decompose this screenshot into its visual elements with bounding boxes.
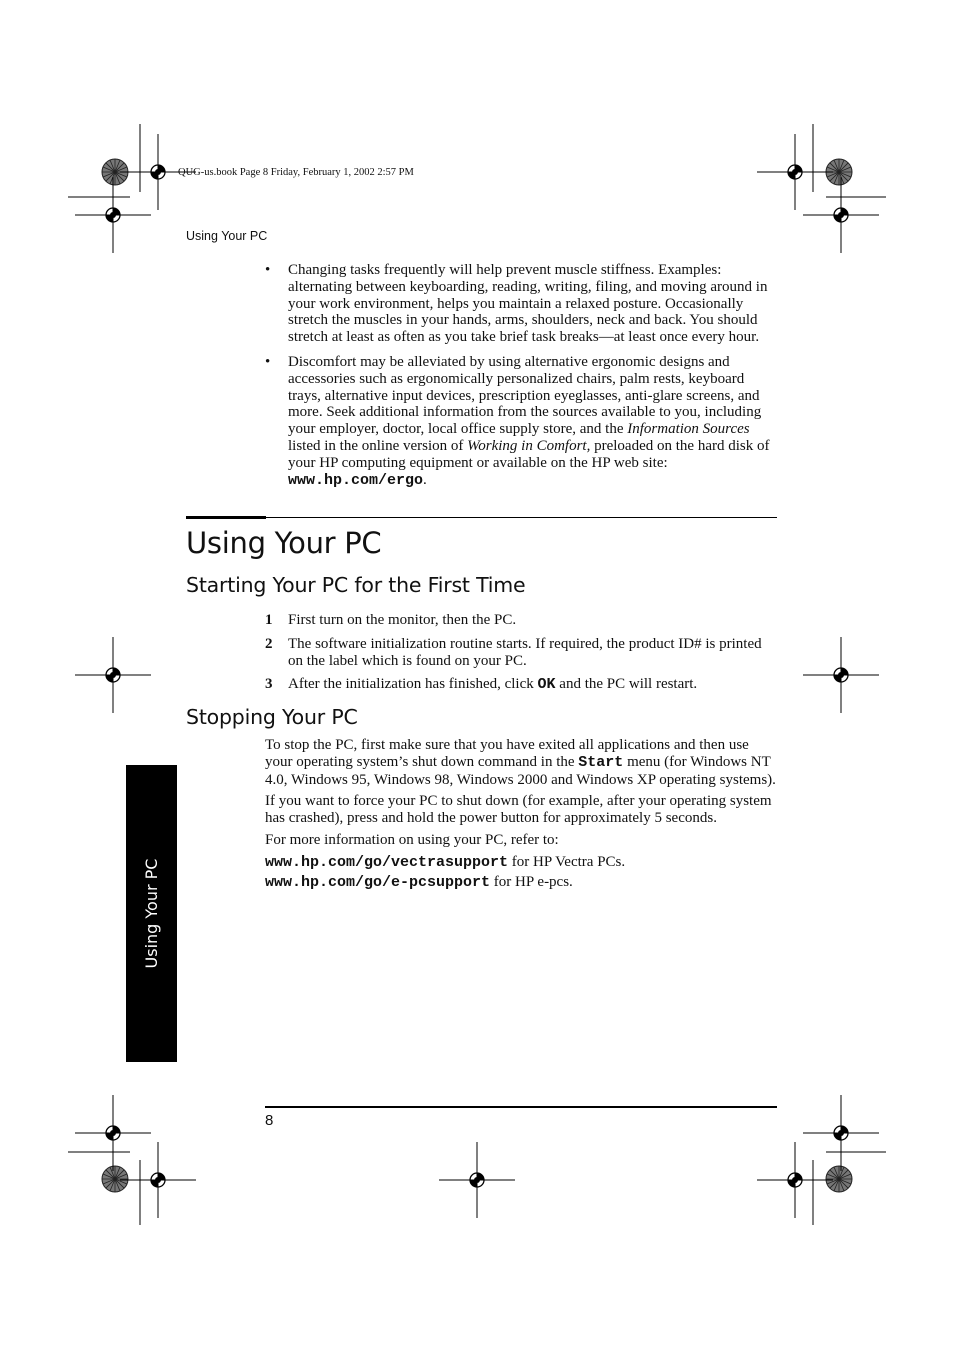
- startup-steps-list: [265, 612, 780, 701]
- text-run: preloaded on the hard disk of your HP computing equipment or available on the HP web site:: [288, 437, 770, 471]
- step-number: 3: [265, 676, 273, 693]
- text-run: Changing tasks frequently will help prevent muscle stiffness. Examples: alternating between keyboarding, reading, writing, filing, and moving around in your work environment, helps you maintain a relaxed posture. Occasionally stretch the muscles in your hands, arms, shoulders, neck and back. You should stretch at least as often as you take brief task breaks—at least once every hour.: [288, 262, 768, 346]
- bullet-item: [265, 262, 780, 346]
- step-number: 1: [265, 612, 273, 628]
- text-run: To stop the PC, first make sure that you have exited all applications and then use your operating system’s shut down command in the: [265, 737, 749, 770]
- text-run: First turn on the monitor, then the PC.: [288, 612, 517, 628]
- print-slug: QUG-us.book Page 8 Friday, February 1, 2002 2:57 PM: [178, 167, 414, 178]
- vectra-support-link[interactable]: www.hp.com/go/vectrasupport: [265, 853, 509, 871]
- bullet-text: [288, 262, 767, 345]
- step-text: [288, 636, 762, 669]
- bullet-text: [288, 354, 769, 488]
- section-heading-stopping: Stopping Your PC: [186, 705, 358, 729]
- epc-support-link[interactable]: www.hp.com/go/e-pcsupport: [265, 873, 491, 891]
- stopping-section-body: [265, 737, 780, 893]
- chapter-rule-accent: [186, 516, 266, 519]
- side-tab-label: Using Your PC: [142, 858, 161, 969]
- page-number: 8: [265, 1112, 274, 1129]
- text-run: menu (for Windows NT 4.0, Windows 95, Windows 98, Windows 2000 and Windows XP operating systems).: [265, 753, 776, 788]
- body-paragraph: [265, 793, 780, 827]
- step-number: 2: [265, 635, 273, 652]
- body-paragraph: [265, 737, 780, 788]
- text-run: The software initialization routine starts. If required, the product ID# is printed on the label which is found on your PC.: [288, 635, 762, 669]
- italic-run: Working in Comfort,: [467, 437, 591, 454]
- text-run: After the initialization has finished, click: [288, 676, 538, 693]
- step-item: [265, 636, 780, 670]
- bullet-dot: •: [265, 262, 271, 278]
- text-run: and the PC will restart.: [555, 676, 698, 693]
- text-run: For more information on using your PC, refer to:: [265, 831, 559, 848]
- support-link-line: [265, 874, 780, 892]
- italic-run: Information Sources: [627, 421, 750, 438]
- text-run: Discomfort may be alleviated by using alternative ergonomic designs and accessories such as ergonomically personalized chairs, palm rests, keyboard trays, alternative input devices, prescription eyeglasses, anti-glare screens, and more. Seek additional information from the sources available to you, including your employer, doctor, local office supply store, and the: [288, 353, 762, 438]
- link-suffix: for HP e-pcs.: [490, 873, 573, 890]
- ergonomics-bullet-list: [265, 262, 780, 497]
- text-run: listed in the online version of: [288, 437, 468, 454]
- code-run[interactable]: Start: [578, 753, 624, 771]
- chapter-rule: [186, 517, 777, 518]
- link-suffix: for HP Vectra PCs.: [508, 853, 626, 870]
- body-paragraph: [265, 832, 780, 849]
- chapter-title: Using Your PC: [186, 526, 382, 560]
- running-head: Using Your PC: [186, 229, 268, 243]
- bullet-dot: •: [265, 353, 271, 370]
- bullet-item: [265, 354, 780, 489]
- code-run[interactable]: www.hp.com/ergo: [288, 471, 424, 489]
- step-item: [265, 676, 780, 694]
- text-run: .: [423, 471, 427, 488]
- support-link-line: [265, 854, 780, 872]
- text-run: If you want to force your PC to shut down (for example, after your operating system has crashed), press and hold the power button for approximately 5 seconds.: [265, 793, 772, 827]
- step-text: [288, 612, 516, 628]
- step-item: [265, 612, 780, 629]
- section-heading-starting: Starting Your PC for the First Time: [186, 573, 526, 597]
- step-text: [288, 676, 697, 692]
- chapter-side-tab: [126, 765, 177, 1062]
- footer-rule: [265, 1106, 777, 1108]
- code-run[interactable]: OK: [537, 676, 556, 694]
